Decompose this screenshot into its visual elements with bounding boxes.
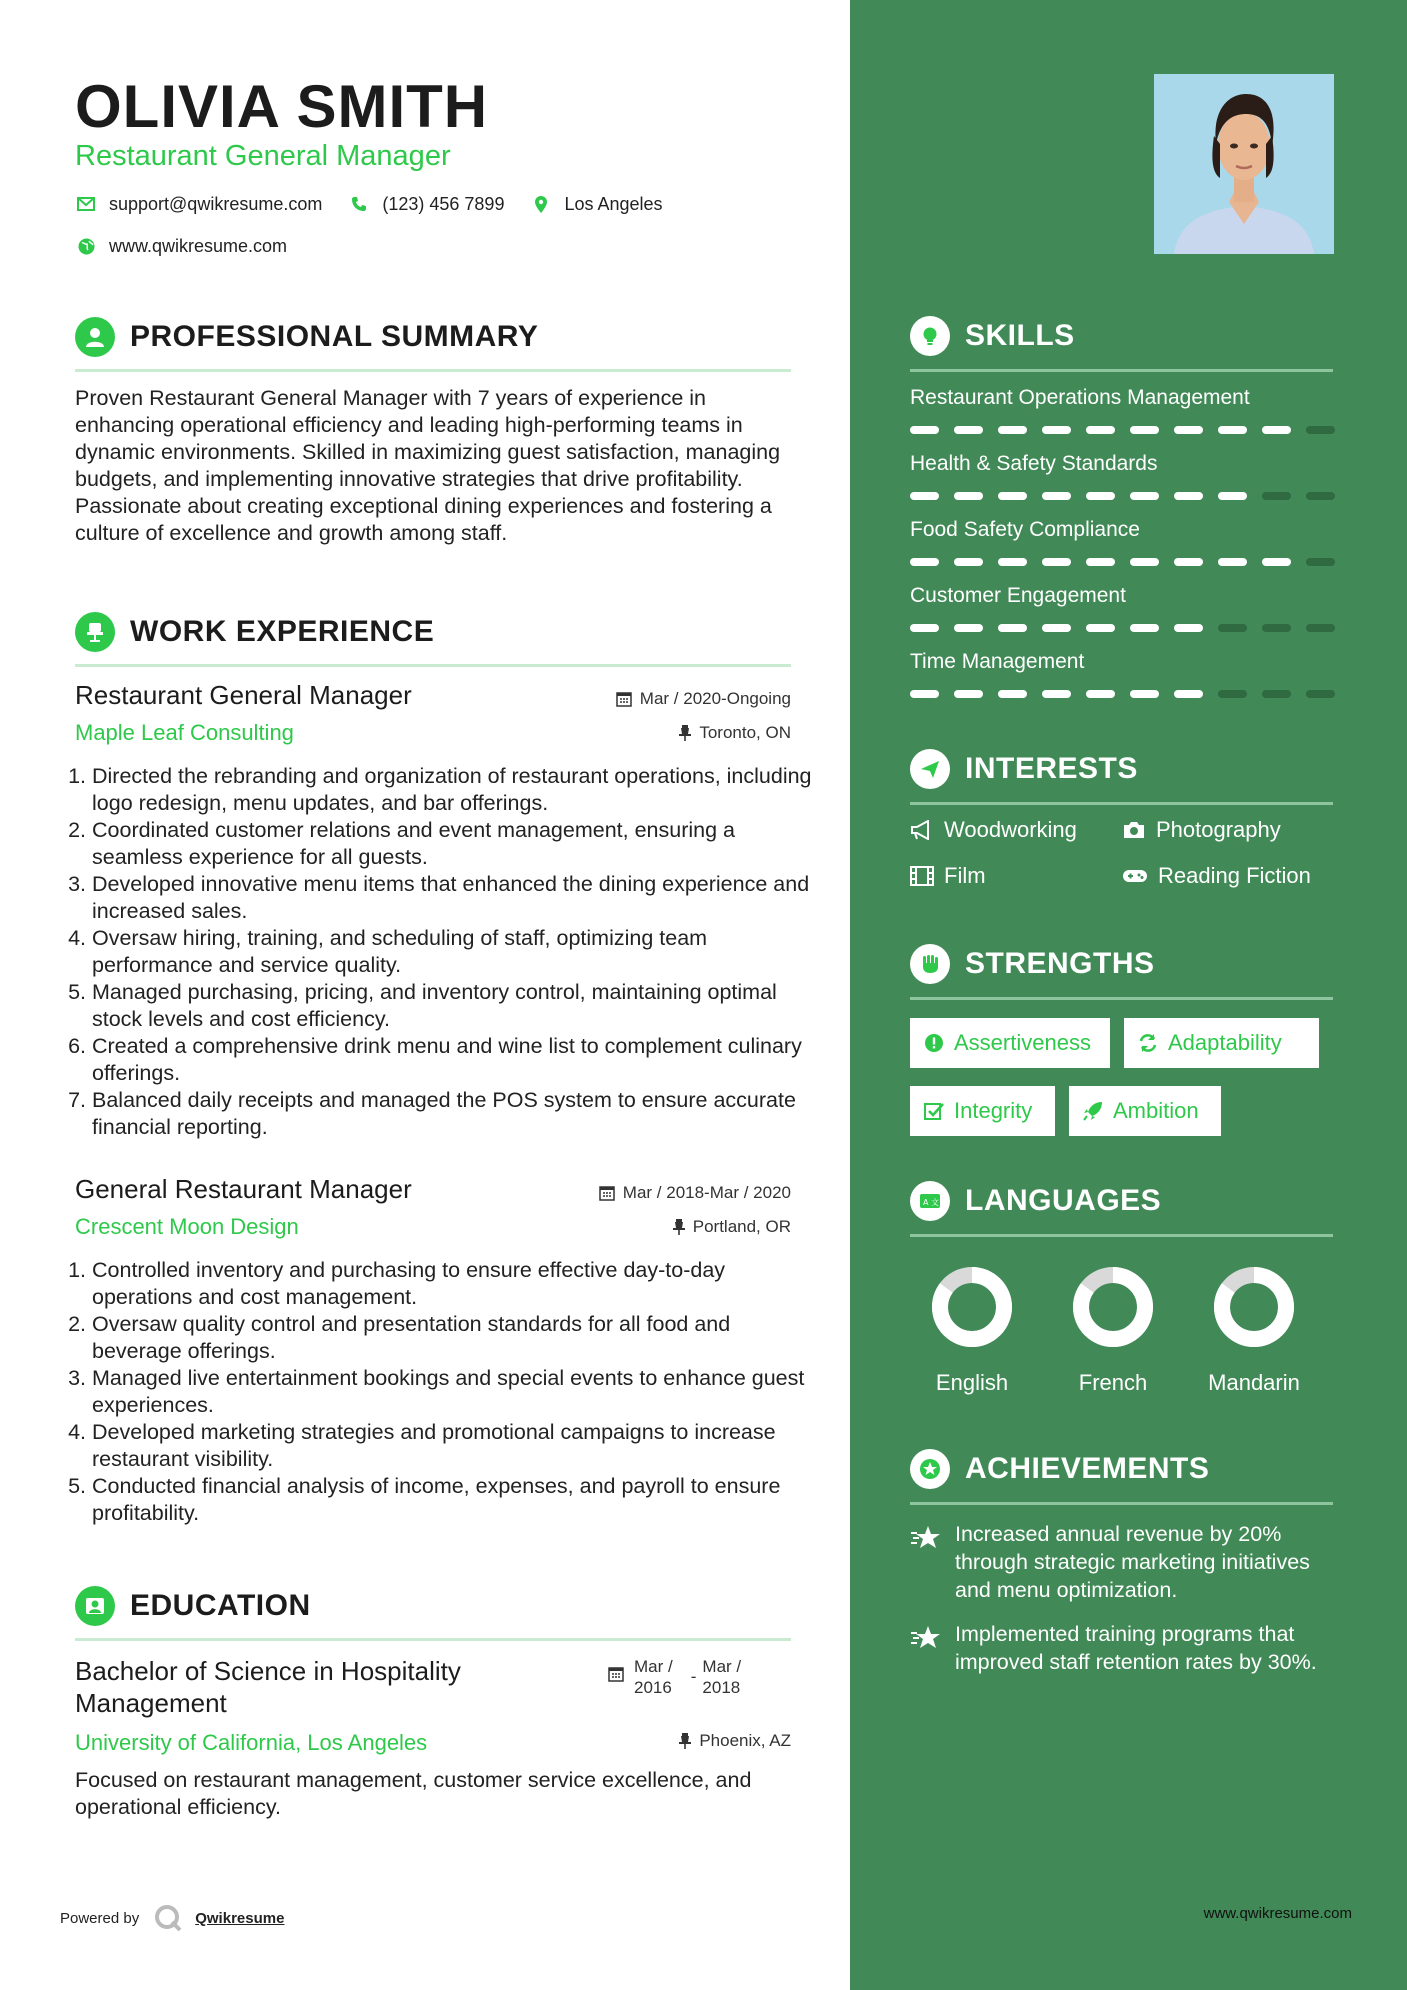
skill-level-dash (1130, 492, 1159, 500)
star-badge-icon (910, 1449, 950, 1489)
job-location (673, 1217, 791, 1237)
strengths-section-header (910, 939, 1333, 1000)
skill-name: Customer Engagement (910, 584, 1126, 607)
pin-icon (673, 1219, 685, 1235)
list-item: 1. Controlled inventory and purchasing to ensure effective day-to-day operations and cost management. (92, 1257, 822, 1311)
skill-name: Restaurant Operations Management (910, 386, 1250, 409)
skill-level-dash (910, 690, 939, 698)
interest-label: Woodworking (944, 817, 1077, 842)
skills-heading: SKILLS (965, 319, 1075, 352)
education-description: Focused on restaurant management, customer service excellence, and operational efficiency. (75, 1768, 752, 1819)
skill-meter (910, 492, 1350, 500)
interest-item (910, 817, 1077, 843)
footer-powered (60, 1903, 284, 1933)
education-dates (608, 1656, 741, 1698)
contact-row-2 (75, 235, 313, 257)
globe-icon (75, 235, 97, 257)
job-location (679, 723, 791, 743)
skill-level-dash (1218, 624, 1247, 632)
skill-level-dash (1262, 690, 1291, 698)
education-heading: EDUCATION (130, 1589, 311, 1622)
achievements-heading: ACHIEVEMENTS (965, 1452, 1210, 1485)
skill-level-dash (1174, 558, 1203, 566)
job-location-text: Portland, OR (692, 1217, 791, 1236)
list-item: 5. Managed purchasing, pricing, and inventory control, maintaining optimal stock levels and cost efficiency. (92, 979, 822, 1033)
skill-level-dash (998, 690, 1027, 698)
list-item: 4. Oversaw hiring, training, and scheduling of staff, optimizing team performance and service quality. (92, 925, 822, 979)
education-start-month: Mar / (634, 1657, 673, 1676)
skill-level-dash (954, 492, 983, 500)
chair-icon (75, 612, 115, 652)
languages-heading: LANGUAGES (965, 1184, 1162, 1217)
camera-icon (1122, 820, 1146, 840)
list-item: 1. Directed the rebranding and organization of restaurant operations, including logo redesign, menu updates, and bar offerings. (92, 763, 822, 817)
list-item: 4. Developed marketing strategies and promotional campaigns to increase restaurant visibility. (92, 1419, 822, 1473)
film-icon (910, 866, 934, 886)
education-end (702, 1656, 741, 1698)
candidate-name: OLIVIA SMITH (75, 73, 489, 140)
education-location (679, 1731, 791, 1751)
skill-meter (910, 690, 1350, 698)
skill-level-dash (1086, 492, 1115, 500)
candidate-title: Restaurant General Manager (75, 140, 451, 172)
achievement-item (910, 1520, 1340, 1604)
email-link[interactable]: support@qwikresume.com (109, 193, 323, 214)
achievement-item (910, 1620, 1340, 1676)
degree-title (75, 1655, 461, 1719)
summary-text: Proven Restaurant General Manager with 7 years of experience in enhancing operational efficiency and leading high-performing teams in dynamic environments. Skilled in maximizing guest satisfaction, managing budgets, and implementing innovative strategies that drive profitability. Passionate about creating exceptional dining experiences and fostering a culture of excellence and growth among staff. (75, 386, 781, 545)
skill-level-dash (910, 426, 939, 434)
exclamation-icon (924, 1033, 944, 1053)
strength-label: Ambition (1113, 1098, 1199, 1123)
interest-item (910, 863, 986, 889)
interest-item (1122, 863, 1311, 889)
skill-level-dash (1218, 426, 1247, 434)
skill-level-dash (1174, 426, 1203, 434)
education-start (634, 1656, 673, 1698)
skill-level-dash (1086, 426, 1115, 434)
list-item: 7. Balanced daily receipts and managed the POS system to ensure accurate financial reporting. (92, 1087, 822, 1141)
skill-level-dash (910, 492, 939, 500)
envelope-icon (75, 193, 97, 215)
translate-icon (910, 1181, 950, 1221)
strength-label: Adaptability (1168, 1030, 1282, 1055)
skill-level-dash (1306, 624, 1335, 632)
qwikresume-link[interactable]: Qwikresume (195, 1909, 285, 1927)
language-name: French (1078, 1370, 1148, 1395)
skills-section-header (910, 311, 1333, 372)
skill-level-dash (1306, 558, 1335, 566)
fist-icon (910, 944, 950, 984)
footer-website[interactable]: www.qwikresume.com (1203, 1905, 1352, 1922)
interest-label: Film (944, 863, 986, 888)
calendar-icon (608, 1666, 624, 1682)
summary-section-header (75, 311, 791, 372)
skill-level-dash (954, 426, 983, 434)
language-ring (1071, 1265, 1155, 1349)
job-dates (616, 689, 791, 709)
pin-icon (679, 725, 691, 741)
language-name: English (935, 1370, 1009, 1395)
degree-line-1: Bachelor of Science in Hospitality (75, 1656, 461, 1686)
strength-badge (910, 1086, 1055, 1136)
language-name: Mandarin (1208, 1370, 1300, 1395)
skill-level-dash (998, 624, 1027, 632)
skill-level-dash (1218, 492, 1247, 500)
job-bullets (68, 763, 822, 1141)
skill-level-dash (998, 492, 1027, 500)
qwikresume-logo-icon (153, 1903, 183, 1933)
user-icon (75, 317, 115, 357)
skill-level-dash (1130, 558, 1159, 566)
school-name: University of California, Los Angeles (75, 1730, 428, 1755)
interests-heading: INTERESTS (965, 752, 1138, 785)
skill-level-dash (910, 558, 939, 566)
list-item: 3. Developed innovative menu items that enhanced the dining experience and increased sales. (92, 871, 822, 925)
achievement-text: Implemented training programs that improved staff retention rates by 30%. (955, 1622, 1317, 1674)
strength-label: Integrity (954, 1098, 1033, 1123)
contact-row-1 (75, 193, 689, 215)
skill-level-dash (1130, 690, 1159, 698)
map-marker-icon (530, 193, 552, 215)
list-item: 2. Oversaw quality control and presentation standards for all food and beverage offerings. (92, 1311, 822, 1365)
skill-level-dash (954, 624, 983, 632)
job-title: Restaurant General Manager (75, 680, 412, 710)
job-company: Crescent Moon Design (75, 1214, 299, 1239)
skill-level-dash (1130, 624, 1159, 632)
skill-level-dash (1306, 492, 1335, 500)
job-company: Maple Leaf Consulting (75, 720, 294, 745)
star-icon (910, 1524, 942, 1550)
checkbox-icon (924, 1101, 944, 1121)
gamepad-icon (1122, 867, 1148, 885)
job-dates-text: Mar / 2020-Ongoing (639, 689, 791, 708)
date-separator: - (690, 1667, 697, 1686)
skill-level-dash (1042, 558, 1071, 566)
language-ring (1212, 1265, 1296, 1349)
phone-icon (348, 193, 370, 215)
education-end-year: 2018 (702, 1678, 741, 1697)
skill-level-dash (1218, 558, 1247, 566)
skill-level-dash (954, 558, 983, 566)
skill-level-dash (998, 426, 1027, 434)
achievements-section-header (910, 1444, 1333, 1505)
skill-level-dash (1042, 624, 1071, 632)
calendar-icon (616, 691, 632, 707)
job-dates (599, 1183, 791, 1203)
list-item: 2. Coordinated customer relations and event management, ensuring a seamless experience for all guests. (92, 817, 822, 871)
skill-level-dash (1262, 558, 1291, 566)
skill-name: Food Safety Compliance (910, 518, 1140, 541)
skill-meter (910, 624, 1350, 632)
experience-heading: WORK EXPERIENCE (130, 615, 435, 648)
website-link[interactable]: www.qwikresume.com (109, 235, 288, 256)
education-section-header (75, 1580, 791, 1641)
strengths-heading: STRENGTHS (965, 947, 1155, 980)
skill-level-dash (1218, 690, 1247, 698)
strength-badge (1069, 1086, 1221, 1136)
strength-badge (1124, 1018, 1319, 1068)
skill-level-dash (1174, 690, 1203, 698)
interest-label: Reading Fiction (1158, 863, 1311, 888)
profile-photo (1154, 74, 1334, 254)
skill-meter (910, 426, 1350, 434)
job-dates-text: Mar / 2018-Mar / 2020 (622, 1183, 791, 1202)
rocket-icon (1083, 1101, 1103, 1121)
achievement-text: Increased annual revenue by 20% through strategic marketing initiatives and menu optimization. (955, 1522, 1310, 1602)
skill-level-dash (1174, 624, 1203, 632)
skill-level-dash (1042, 426, 1071, 434)
skill-level-dash (1262, 492, 1291, 500)
star-icon (910, 1624, 942, 1650)
languages-section-header (910, 1176, 1333, 1237)
job-location-text: Toronto, ON (699, 723, 791, 742)
skill-level-dash (1262, 624, 1291, 632)
interests-section-header (910, 744, 1333, 805)
language-ring (930, 1265, 1014, 1349)
skill-level-dash (1086, 690, 1115, 698)
lightbulb-icon (910, 316, 950, 356)
skill-name: Time Management (910, 650, 1085, 673)
powered-by-text: Powered by (60, 1909, 140, 1927)
education-location-text: Phoenix, AZ (699, 1731, 791, 1750)
sidebar (850, 0, 1407, 1990)
svg-text:文: 文 (931, 1198, 939, 1207)
refresh-icon (1138, 1033, 1158, 1053)
pin-icon (679, 1733, 691, 1749)
skill-level-dash (1306, 426, 1335, 434)
skill-level-dash (1306, 690, 1335, 698)
strength-label: Assertiveness (954, 1030, 1091, 1055)
degree-line-2: Management (75, 1688, 227, 1718)
calendar-icon (599, 1185, 615, 1201)
skill-level-dash (1130, 426, 1159, 434)
skill-level-dash (998, 558, 1027, 566)
list-item: 3. Managed live entertainment bookings and special events to enhance guest experiences. (92, 1365, 822, 1419)
skill-level-dash (1086, 558, 1115, 566)
list-item: 6. Created a comprehensive drink menu and wine list to complement culinary offerings. (92, 1033, 822, 1087)
skill-level-dash (1174, 492, 1203, 500)
megaphone-icon (910, 820, 934, 840)
paper-plane-icon (910, 749, 950, 789)
interest-label: Photography (1156, 817, 1281, 842)
education-start-year: 2016 (634, 1678, 672, 1697)
job-bullets (68, 1257, 822, 1527)
graduation-icon (75, 1586, 115, 1626)
skill-level-dash (954, 690, 983, 698)
list-item: 5. Conducted financial analysis of income, expenses, and payroll to ensure profitability. (92, 1473, 822, 1527)
svg-text:A: A (923, 1198, 929, 1207)
skill-level-dash (1042, 492, 1071, 500)
skill-level-dash (1086, 624, 1115, 632)
phone-text: (123) 456 7899 (382, 193, 505, 214)
experience-section-header (75, 606, 791, 667)
skill-level-dash (1042, 690, 1071, 698)
education-end-month: Mar / (702, 1657, 742, 1676)
location-text: Los Angeles (564, 193, 663, 214)
skill-name: Health & Safety Standards (910, 452, 1158, 475)
skill-level-dash (1262, 426, 1291, 434)
job-title: General Restaurant Manager (75, 1174, 412, 1204)
skill-level-dash (910, 624, 939, 632)
skill-meter (910, 558, 1350, 566)
strength-badge (910, 1018, 1110, 1068)
summary-heading: PROFESSIONAL SUMMARY (130, 320, 539, 353)
interest-item (1122, 817, 1281, 843)
